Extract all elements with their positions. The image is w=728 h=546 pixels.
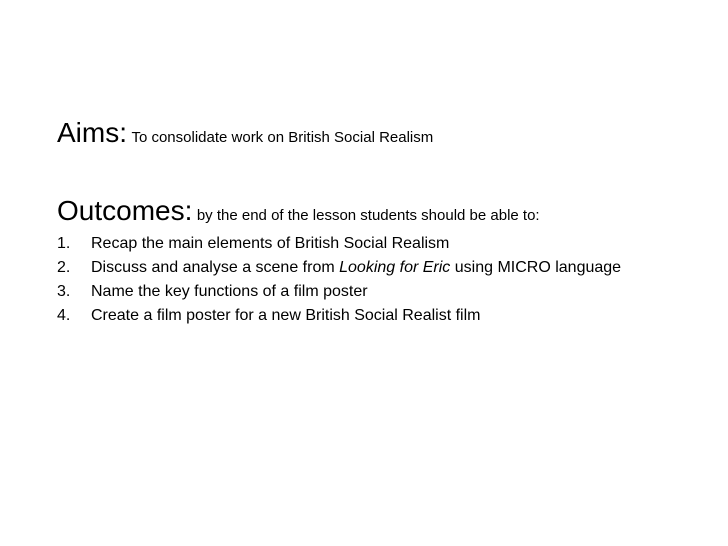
outcome-item — [57, 232, 621, 256]
outcomes-label: Outcomes: — [57, 195, 193, 226]
outcomes-list — [57, 232, 621, 328]
outcome-text: Create a film poster for a new British Social Realist film — [91, 307, 481, 324]
aims-label: Aims: — [57, 117, 127, 148]
outcome-number: 2. — [57, 259, 71, 276]
outcome-number: 3. — [57, 283, 71, 300]
film-title: Looking for Eric — [339, 259, 451, 276]
aims-text: To consolidate work on British Social Realism — [131, 129, 434, 146]
outcome-text-after: using MICRO language — [450, 259, 622, 276]
outcome-text: Name the key functions of a film poster — [91, 283, 368, 300]
outcome-number: 1. — [57, 235, 71, 252]
outcome-number: 4. — [57, 307, 71, 324]
outcome-text — [91, 256, 621, 280]
outcomes-line — [57, 194, 540, 233]
outcomes-intro: by the end of the lesson students should be able to: — [196, 207, 540, 224]
outcome-text-before: Discuss and analyse a scene from — [91, 259, 340, 276]
outcome-item — [57, 304, 621, 328]
aims-line — [57, 116, 433, 155]
outcome-item — [57, 280, 621, 304]
outcome-text: Recap the main elements of British Social Realism — [91, 235, 450, 252]
outcome-item — [57, 256, 621, 280]
